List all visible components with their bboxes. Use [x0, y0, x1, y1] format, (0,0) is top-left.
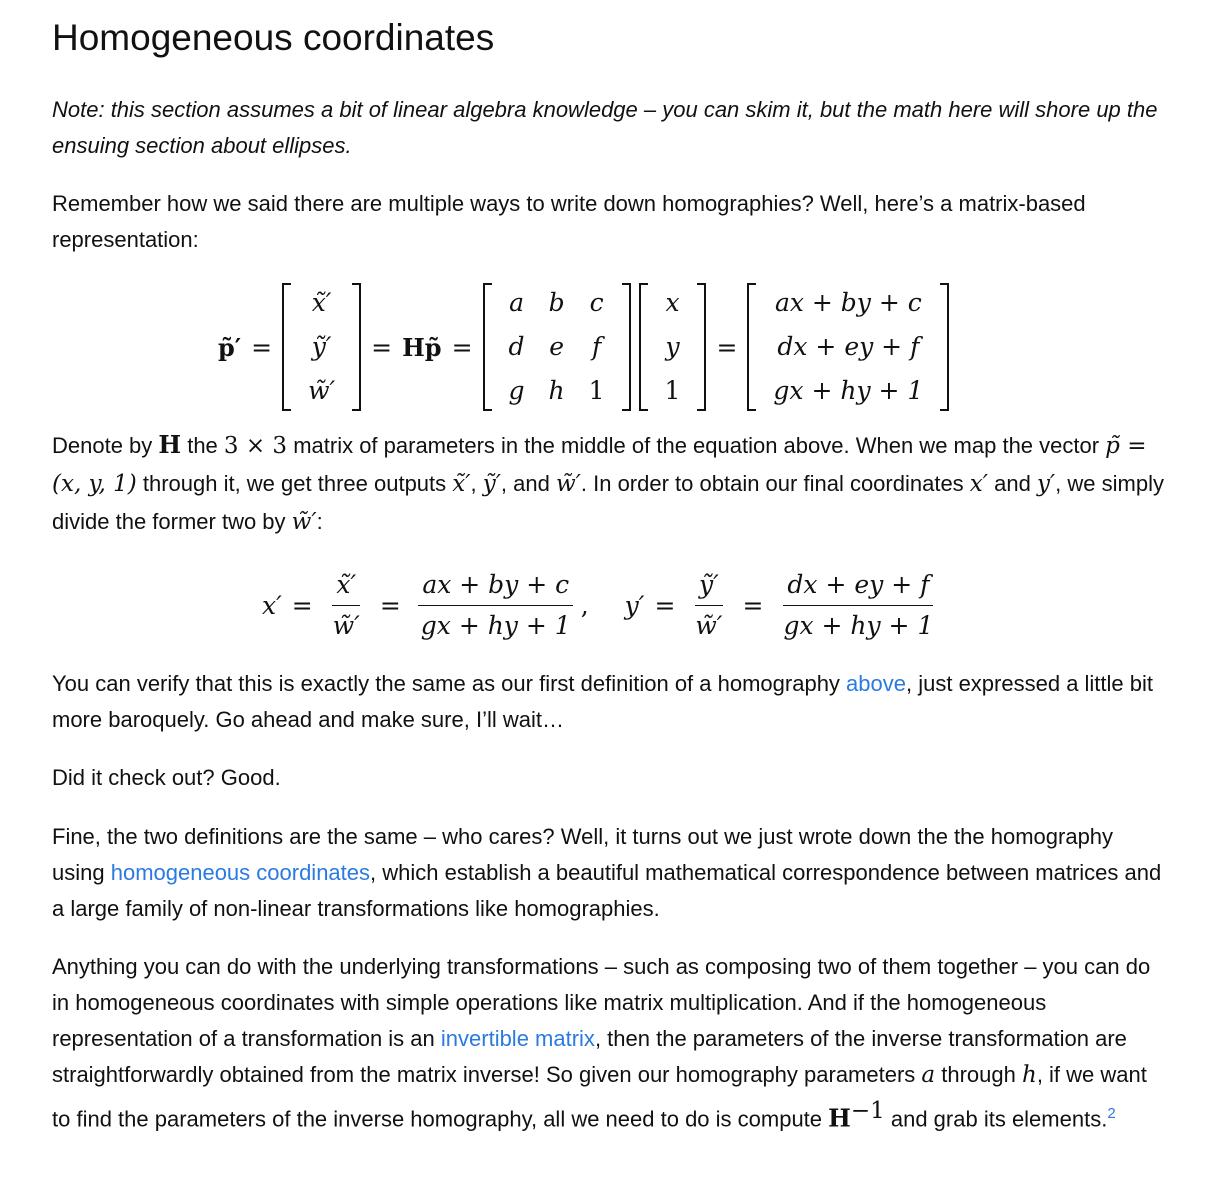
- text: and grab its elements.: [884, 1106, 1108, 1132]
- equals: =: [451, 332, 473, 362]
- cell: b: [548, 288, 565, 317]
- text: Anything you can do with the underlying transformations – such as composing two of them together – you can do in homogeneous coordinates with simple operations like matrix multiplication. And if the homogeneous representation of a transformation is an: [52, 954, 1151, 1051]
- above-link[interactable]: above: [846, 671, 906, 696]
- text: , which establish a beautiful mathematical correspondence between matrices and a large family of non-linear transformations like homographies.: [52, 860, 1162, 921]
- invertible-matrix-link[interactable]: invertible matrix: [440, 1026, 595, 1051]
- math: 3 × 3: [223, 433, 288, 459]
- denominator: w̃′: [332, 611, 360, 640]
- fine-paragraph: [52, 819, 1167, 927]
- text: , if we want to find the parameters of the inverse homography, all we need to do is compute: [52, 1062, 1147, 1132]
- homogeneous-coordinates-link[interactable]: homogeneous coordinates: [110, 860, 371, 885]
- numerator: dx + ey + f: [783, 565, 933, 606]
- cell: dx + ey + f: [777, 332, 920, 361]
- text: , then the parameters of the inverse transformation are straightforwardly obtained from the matrix inverse! So given our homography parameters: [52, 1026, 1127, 1087]
- fraction: [779, 565, 937, 646]
- math: h: [1021, 1062, 1037, 1088]
- math: a: [921, 1062, 936, 1088]
- denominator: w̃′: [695, 611, 723, 640]
- matrix-equation: [218, 283, 949, 411]
- cell: d: [508, 332, 525, 361]
- denote-paragraph: [52, 426, 1167, 541]
- text: :: [316, 509, 323, 534]
- cell: h: [548, 376, 565, 405]
- text: , and: [500, 471, 556, 496]
- math: y′: [1036, 471, 1056, 497]
- cell: x̃′: [311, 288, 332, 317]
- text: ,: [470, 471, 483, 496]
- equals: =: [716, 332, 738, 362]
- equals: =: [371, 332, 393, 362]
- math: H: [158, 430, 182, 459]
- math: x̃′: [452, 471, 471, 497]
- math: w̃′: [291, 509, 317, 535]
- denominator: gx + hy + 1: [783, 611, 934, 640]
- cell: g: [508, 376, 525, 405]
- footnote-link[interactable]: 2: [1107, 1105, 1116, 1122]
- equals: =: [291, 591, 313, 620]
- input-vector: [639, 283, 707, 411]
- text: , we simply divide the former two by: [52, 471, 1164, 534]
- text: and: [988, 471, 1037, 496]
- cell: 1: [664, 376, 681, 405]
- cell: 1: [588, 376, 605, 405]
- division-equations: [262, 565, 943, 646]
- fraction: [691, 565, 726, 646]
- verify-paragraph: [52, 666, 1167, 738]
- eq-lhs: p̃′: [218, 332, 242, 362]
- comma: ,: [580, 591, 589, 620]
- anything-paragraph: [52, 949, 1167, 1137]
- y-prime: y′: [624, 591, 645, 620]
- cell: e: [549, 332, 564, 361]
- math: ỹ′: [482, 471, 501, 497]
- text: through it, we get three outputs: [136, 471, 453, 496]
- math: p̃ = (x, y, 1): [52, 433, 1147, 497]
- math: x′: [969, 471, 988, 497]
- fraction: [329, 565, 364, 646]
- hp-term: Hp̃: [402, 332, 442, 362]
- cell: w̃′: [308, 376, 336, 405]
- intro-paragraph: Remember how we said there are multiple ways to write down homographies? Well, here’s a matrix-based representation:: [52, 191, 1086, 252]
- page-title: Homogeneous coordinates: [52, 17, 495, 58]
- numerator: ỹ′: [695, 565, 723, 606]
- cell: a: [509, 288, 524, 317]
- text: through: [935, 1062, 1022, 1087]
- cell: y: [665, 332, 680, 361]
- cell: c: [589, 288, 604, 317]
- text: . In order to obtain our final coordinates: [580, 471, 970, 496]
- text: matrix of parameters in the middle of the equation above. When we map the vector: [287, 433, 1106, 458]
- text: , just expressed a little bit more baroquely. Go ahead and make sure, I’ll wait…: [52, 671, 1154, 732]
- text: the: [181, 433, 224, 458]
- cell: gx + hy + 1: [773, 376, 924, 405]
- cell: ax + by + c: [774, 288, 922, 317]
- x-prime: x′: [262, 591, 282, 620]
- equals: =: [654, 591, 676, 620]
- math: w̃′: [555, 471, 581, 497]
- math-superscript: −1: [850, 1098, 885, 1124]
- cell: x: [665, 288, 680, 317]
- math: H: [828, 1103, 851, 1133]
- cell: ỹ′: [311, 332, 332, 361]
- output-vector: [282, 283, 361, 411]
- result-vector: [747, 283, 949, 411]
- equals: =: [379, 591, 401, 620]
- equals: =: [742, 591, 764, 620]
- h-matrix: [483, 283, 631, 411]
- cell: f: [591, 332, 602, 361]
- text: Denote by: [52, 433, 159, 458]
- note-paragraph: Note: this section assumes a bit of linear algebra knowledge – you can skim it, but the math here will shore up the ensuing section about ellipses.: [52, 97, 1158, 158]
- denominator: gx + hy + 1: [420, 611, 571, 640]
- fraction: [417, 565, 575, 646]
- text: You can verify that this is exactly the same as our first definition of a homography: [52, 671, 847, 696]
- check-paragraph: Did it check out? Good.: [52, 765, 281, 790]
- numerator: x̃′: [332, 565, 360, 606]
- text: Fine, the two definitions are the same – who cares? Well, it turns out we just wrote down the the homography using: [52, 824, 1114, 885]
- equals: =: [251, 332, 273, 362]
- numerator: ax + by + c: [418, 565, 573, 606]
